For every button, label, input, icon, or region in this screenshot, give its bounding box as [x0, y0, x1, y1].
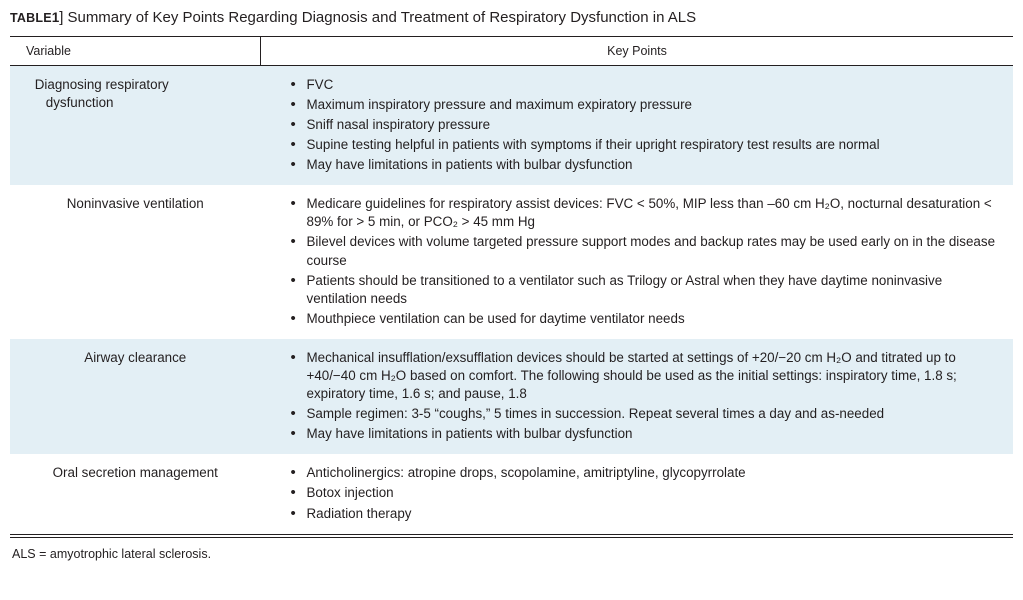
list-item: • Botox injection: [291, 484, 1000, 502]
table-label: TABLE: [10, 11, 52, 25]
table-header-row: [10, 36, 1013, 65]
list-item: • Mechanical insufflation/exsufflation devices should be started at settings of +20/−20 cm H₂O and titrated up to +40/−40 cm H₂O based on comfort. The following should be used as the initial settings: inspiratory time, 1.8 s; expiratory time, 1.6 s; and pause, 1.8: [291, 349, 1000, 403]
points-list: [269, 76, 1006, 174]
row-variable-cell: [10, 454, 261, 533]
table-body: [10, 65, 1013, 533]
list-item: • Patients should be transitioned to a ventilator such as Trilogy or Astral when they have daytime noninvasive ventilation needs: [291, 272, 1000, 308]
row-points-cell: [261, 185, 1014, 339]
row-variable-label: Noninvasive ventilation: [66, 196, 204, 212]
row-points-cell: [261, 454, 1014, 533]
caption-text: Summary of Key Points Regarding Diagnosis and Treatment of Respiratory Dysfunction in ALS: [67, 9, 697, 26]
list-item: • Bilevel devices with volume targeted pressure support modes and backup rates may be used early on in the disease course: [291, 233, 1000, 269]
list-item: • May have limitations in patients with bulbar dysfunction: [291, 156, 1000, 174]
row-variable-cell: [10, 185, 261, 339]
list-item: • Maximum inspiratory pressure and maximum expiratory pressure: [291, 96, 1000, 114]
list-item: • Sniff nasal inspiratory pressure: [291, 116, 1000, 134]
table-row: [10, 454, 1013, 533]
list-item: • Anticholinergics: atropine drops, scopolamine, amitriptyline, glycopyrrolate: [291, 464, 1000, 482]
row-points-cell: [261, 339, 1014, 454]
table-row: [10, 185, 1013, 339]
row-variable-label: Diagnosing respiratory dysfunction: [34, 76, 169, 110]
row-variable-label: Oral secretion management: [52, 465, 218, 481]
points-list: [269, 349, 1006, 443]
points-list: [269, 464, 1006, 522]
column-header-key-points: Key Points: [261, 36, 1014, 65]
table-row: [10, 65, 1013, 185]
table-head: [10, 36, 1013, 65]
list-item: • Supine testing helpful in patients with symptoms if their upright respiratory test results are normal: [291, 136, 1000, 154]
table-row: [10, 339, 1013, 454]
caption-bracket: ]: [59, 9, 64, 26]
row-variable-cell: [10, 65, 261, 185]
list-item: • FVC: [291, 76, 1000, 94]
points-list: [269, 195, 1006, 328]
list-item: • Medicare guidelines for respiratory assist devices: FVC < 50%, MIP less than –60 cm H₂O, nocturnal desaturation < 89% for > 5 min, or PCO₂ > 45 mm Hg: [291, 195, 1000, 231]
table-caption: [0, 0, 1023, 36]
list-item: • Radiation therapy: [291, 505, 1000, 523]
column-header-variable: Variable: [10, 36, 261, 65]
row-points-cell: [261, 65, 1014, 185]
row-variable-cell: [10, 339, 261, 454]
key-points-table: [10, 36, 1013, 534]
table-number: 1: [51, 10, 60, 25]
list-item: • Sample regimen: 3-5 “coughs,” 5 times in succession. Repeat several times a day and as-needed: [291, 405, 1000, 423]
list-item: • Mouthpiece ventilation can be used for daytime ventilator needs: [291, 310, 1000, 328]
table-footnote: ALS = amyotrophic lateral sclerosis.: [12, 546, 212, 561]
row-variable-label: Airway clearance: [84, 349, 187, 365]
list-item: • May have limitations in patients with bulbar dysfunction: [291, 425, 1000, 443]
